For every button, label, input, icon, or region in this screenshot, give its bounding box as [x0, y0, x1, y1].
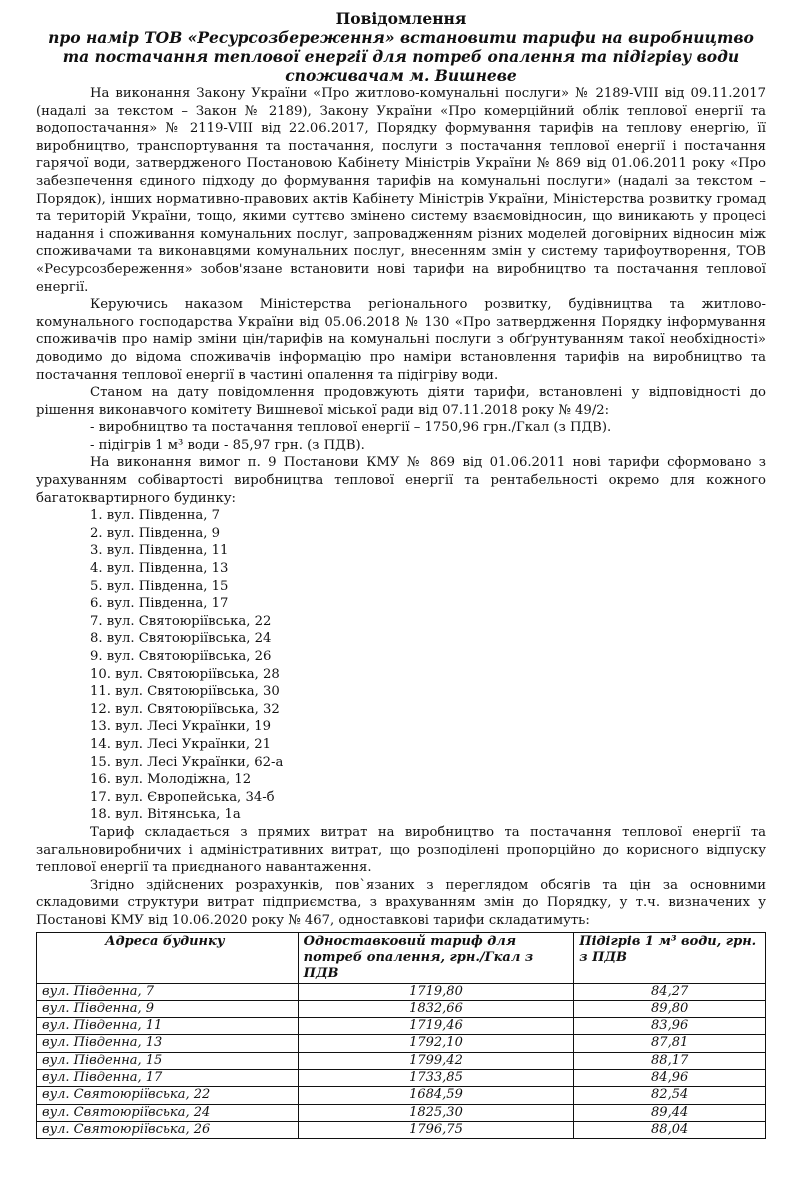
- cell-water: 88,17: [574, 1052, 766, 1069]
- table-row: [37, 1018, 766, 1035]
- cell-address: вул. Святоюріївська, 24: [37, 1104, 299, 1121]
- list-item: 7. вул. Святоюріївська, 22: [90, 613, 272, 629]
- cell-heating: 1719,80: [298, 983, 574, 1000]
- cell-heating: 1832,66: [298, 1000, 574, 1017]
- tariff-table: [36, 932, 766, 1140]
- header-water-tariff: Підігрів 1 м³ води, грн. з ПДВ: [574, 932, 766, 983]
- page-title: Повідомлення: [335, 9, 467, 28]
- paragraph-calculation: Згідно здійснених розрахунків, пов`язаних з переглядом обсягів та цін за основними складовими структури витрат підприємства, з врахуванням змін до Порядку, у т.ч. визначених у Постанові КМУ від 10.06.2020 року № 467, одноставкові тарифи складатимуть:: [36, 877, 766, 928]
- table-row: [37, 1069, 766, 1086]
- cell-water: 84,96: [574, 1069, 766, 1086]
- subtitle-line-2: та постачання теплової енергії для потреб опалення та підігріву води: [62, 47, 740, 66]
- cell-heating: 1796,75: [298, 1121, 574, 1138]
- subtitle-line-3: споживачам м. Вишневе: [285, 66, 517, 85]
- current-tariff-water: - підігрів 1 м³ води - 85,97 грн. (з ПДВ).: [90, 437, 365, 453]
- heading: [36, 9, 766, 85]
- paragraph-ministry-order: Керуючись наказом Міністерства регіонального розвитку, будівництва та житлово-комунального господарства України від 05.06.2018 № 130 «Про затвердження Порядку інформування споживачів про намір зміни цін/тарифів на комунальні послуги з обґрунтуванням такої необхідності» доводимо до відома споживачів інформацію про наміри встановлення тарифів на виробництво та постачання теплової енергії в частині опалення та підігріву води.: [36, 297, 766, 383]
- list-item: 6. вул. Південна, 17: [90, 596, 229, 612]
- list-item: 1. вул. Південна, 7: [90, 508, 221, 524]
- list-item: 14. вул. Лесі Українки, 21: [90, 736, 271, 752]
- cell-water: 84,27: [574, 983, 766, 1000]
- subtitle-line-1: про намір ТОВ «Ресурсозбереження» встановити тарифи на виробництво: [48, 28, 754, 47]
- list-item: 9. вул. Святоюріївська, 26: [90, 649, 272, 664]
- cell-heating: 1799,42: [298, 1052, 574, 1069]
- list-item: 17. вул. Європейська, 34-б: [90, 789, 275, 805]
- list-item: 5. вул. Південна, 15: [90, 578, 229, 594]
- table-row: [37, 1121, 766, 1138]
- list-item: 10. вул. Святоюріївська, 28: [90, 666, 280, 682]
- list-item: 15. вул. Лесі Українки, 62-а: [90, 754, 284, 770]
- cell-address: вул. Південна, 7: [37, 983, 299, 1000]
- document-page: [36, 0, 766, 1139]
- list-item: 2. вул. Південна, 9: [90, 525, 221, 541]
- cell-address: вул. Святоюріївська, 26: [37, 1121, 299, 1138]
- paragraph-legal-basis: На виконання Закону України «Про житлово-комунальні послуги» № 2189-VIII від 09.11.2017 (надалі за текстом – Закон № 2189), Закону України «Про комерційний облік теплової енергії та водопостачання» № 2119-VIII від 22.06.2017, Порядку формування тарифів на теплову енергію, її виробництво, транспортування та постачання, послуги з постачання теплової енергії і постачання гарячої води, затвердженого Постановою Кабінету Міністрів України № 869 від 01.06.2011 року «Про забезпечення єдиного підходу до формування тарифів на комунальні послуги» (надалі за текстом – Порядок), інших нормативно-правових актів Кабінету Міністрів України, Міністерства розвитку громад та територій України, тощо, якими суттєво змінено систему взаємовідносин, що виникають у процесі надання і споживання комунальних послуг, запровадженням різних моделей договірних відносин між споживачами та виконавцями комунальних послуг, внесенням змін у систему тарифоутворення, ТОВ «Ресурсозбереження» зобов'язане встановити нові тарифи на виробництво та постачання теплової енергії.: [36, 86, 766, 295]
- table-row: [37, 1087, 766, 1104]
- paragraph-new-tariffs: На виконання вимог п. 9 Постанови КМУ № 869 від 01.06.2011 нові тарифи сформовано з урахуванням собівартості виробництва теплової енергії та рентабельності окремо для кожного багатоквартирного будинку:: [36, 455, 766, 506]
- list-item: 12. вул. Святоюріївська, 32: [90, 701, 280, 717]
- cell-water: 89,80: [574, 1000, 766, 1017]
- building-list: [36, 507, 766, 824]
- table-row: [37, 1052, 766, 1069]
- cell-heating: 1825,30: [298, 1104, 574, 1121]
- paragraph-tariff-structure: Тариф складається з прямих витрат на виробництво та постачання теплової енергії та загальновиробничих і адміністративних витрат, що розподілені пропорційно до корисного відпуску теплової енергії та приєднаного навантаження.: [36, 824, 766, 876]
- cell-water: 88,04: [574, 1121, 766, 1138]
- list-item: 4. вул. Південна, 13: [90, 561, 229, 577]
- cell-address: вул. Святоюріївська, 22: [37, 1087, 299, 1104]
- header-address: Адреса будинку: [37, 932, 299, 983]
- cell-heating: 1684,59: [298, 1087, 574, 1104]
- current-tariff-heat: - виробництво та постачання теплової енергії – 1750,96 грн./Гкал (з ПДВ).: [90, 420, 612, 436]
- table-row: [37, 1104, 766, 1121]
- list-item: 18. вул. Вітянська, 1а: [90, 807, 241, 823]
- cell-address: вул. Південна, 13: [37, 1035, 299, 1052]
- header-heating-tariff: Одноставковий тариф для потреб опалення, грн./Гкал з ПДВ: [298, 932, 574, 983]
- cell-water: 83,96: [574, 1018, 766, 1035]
- cell-address: вул. Південна, 17: [37, 1069, 299, 1086]
- table-row: [37, 1000, 766, 1017]
- cell-water: 82,54: [574, 1087, 766, 1104]
- paragraph-current-tariffs: Станом на дату повідомлення продовжують діяти тарифи, встановлені у відповідності до рішення виконавчого комітету Вишневої міської ради від 07.11.2018 року № 49/2:: [36, 385, 766, 418]
- cell-water: 89,44: [574, 1104, 766, 1121]
- list-item: 13. вул. Лесі Українки, 19: [90, 719, 271, 735]
- cell-address: вул. Південна, 9: [37, 1000, 299, 1017]
- list-item: 8. вул. Святоюріївська, 24: [90, 631, 272, 647]
- table-row: [37, 1035, 766, 1052]
- list-item: 16. вул. Молодіжна, 12: [90, 772, 252, 788]
- table-header-row: [37, 932, 766, 983]
- cell-water: 87,81: [574, 1035, 766, 1052]
- cell-heating: 1719,46: [298, 1018, 574, 1035]
- cell-heating: 1792,10: [298, 1035, 574, 1052]
- cell-address: вул. Південна, 11: [37, 1018, 299, 1035]
- cell-heating: 1733,85: [298, 1069, 574, 1086]
- cell-address: вул. Південна, 15: [37, 1052, 299, 1069]
- list-item: 11. вул. Святоюріївська, 30: [90, 684, 280, 700]
- table-row: [37, 983, 766, 1000]
- list-item: 3. вул. Південна, 11: [90, 543, 229, 559]
